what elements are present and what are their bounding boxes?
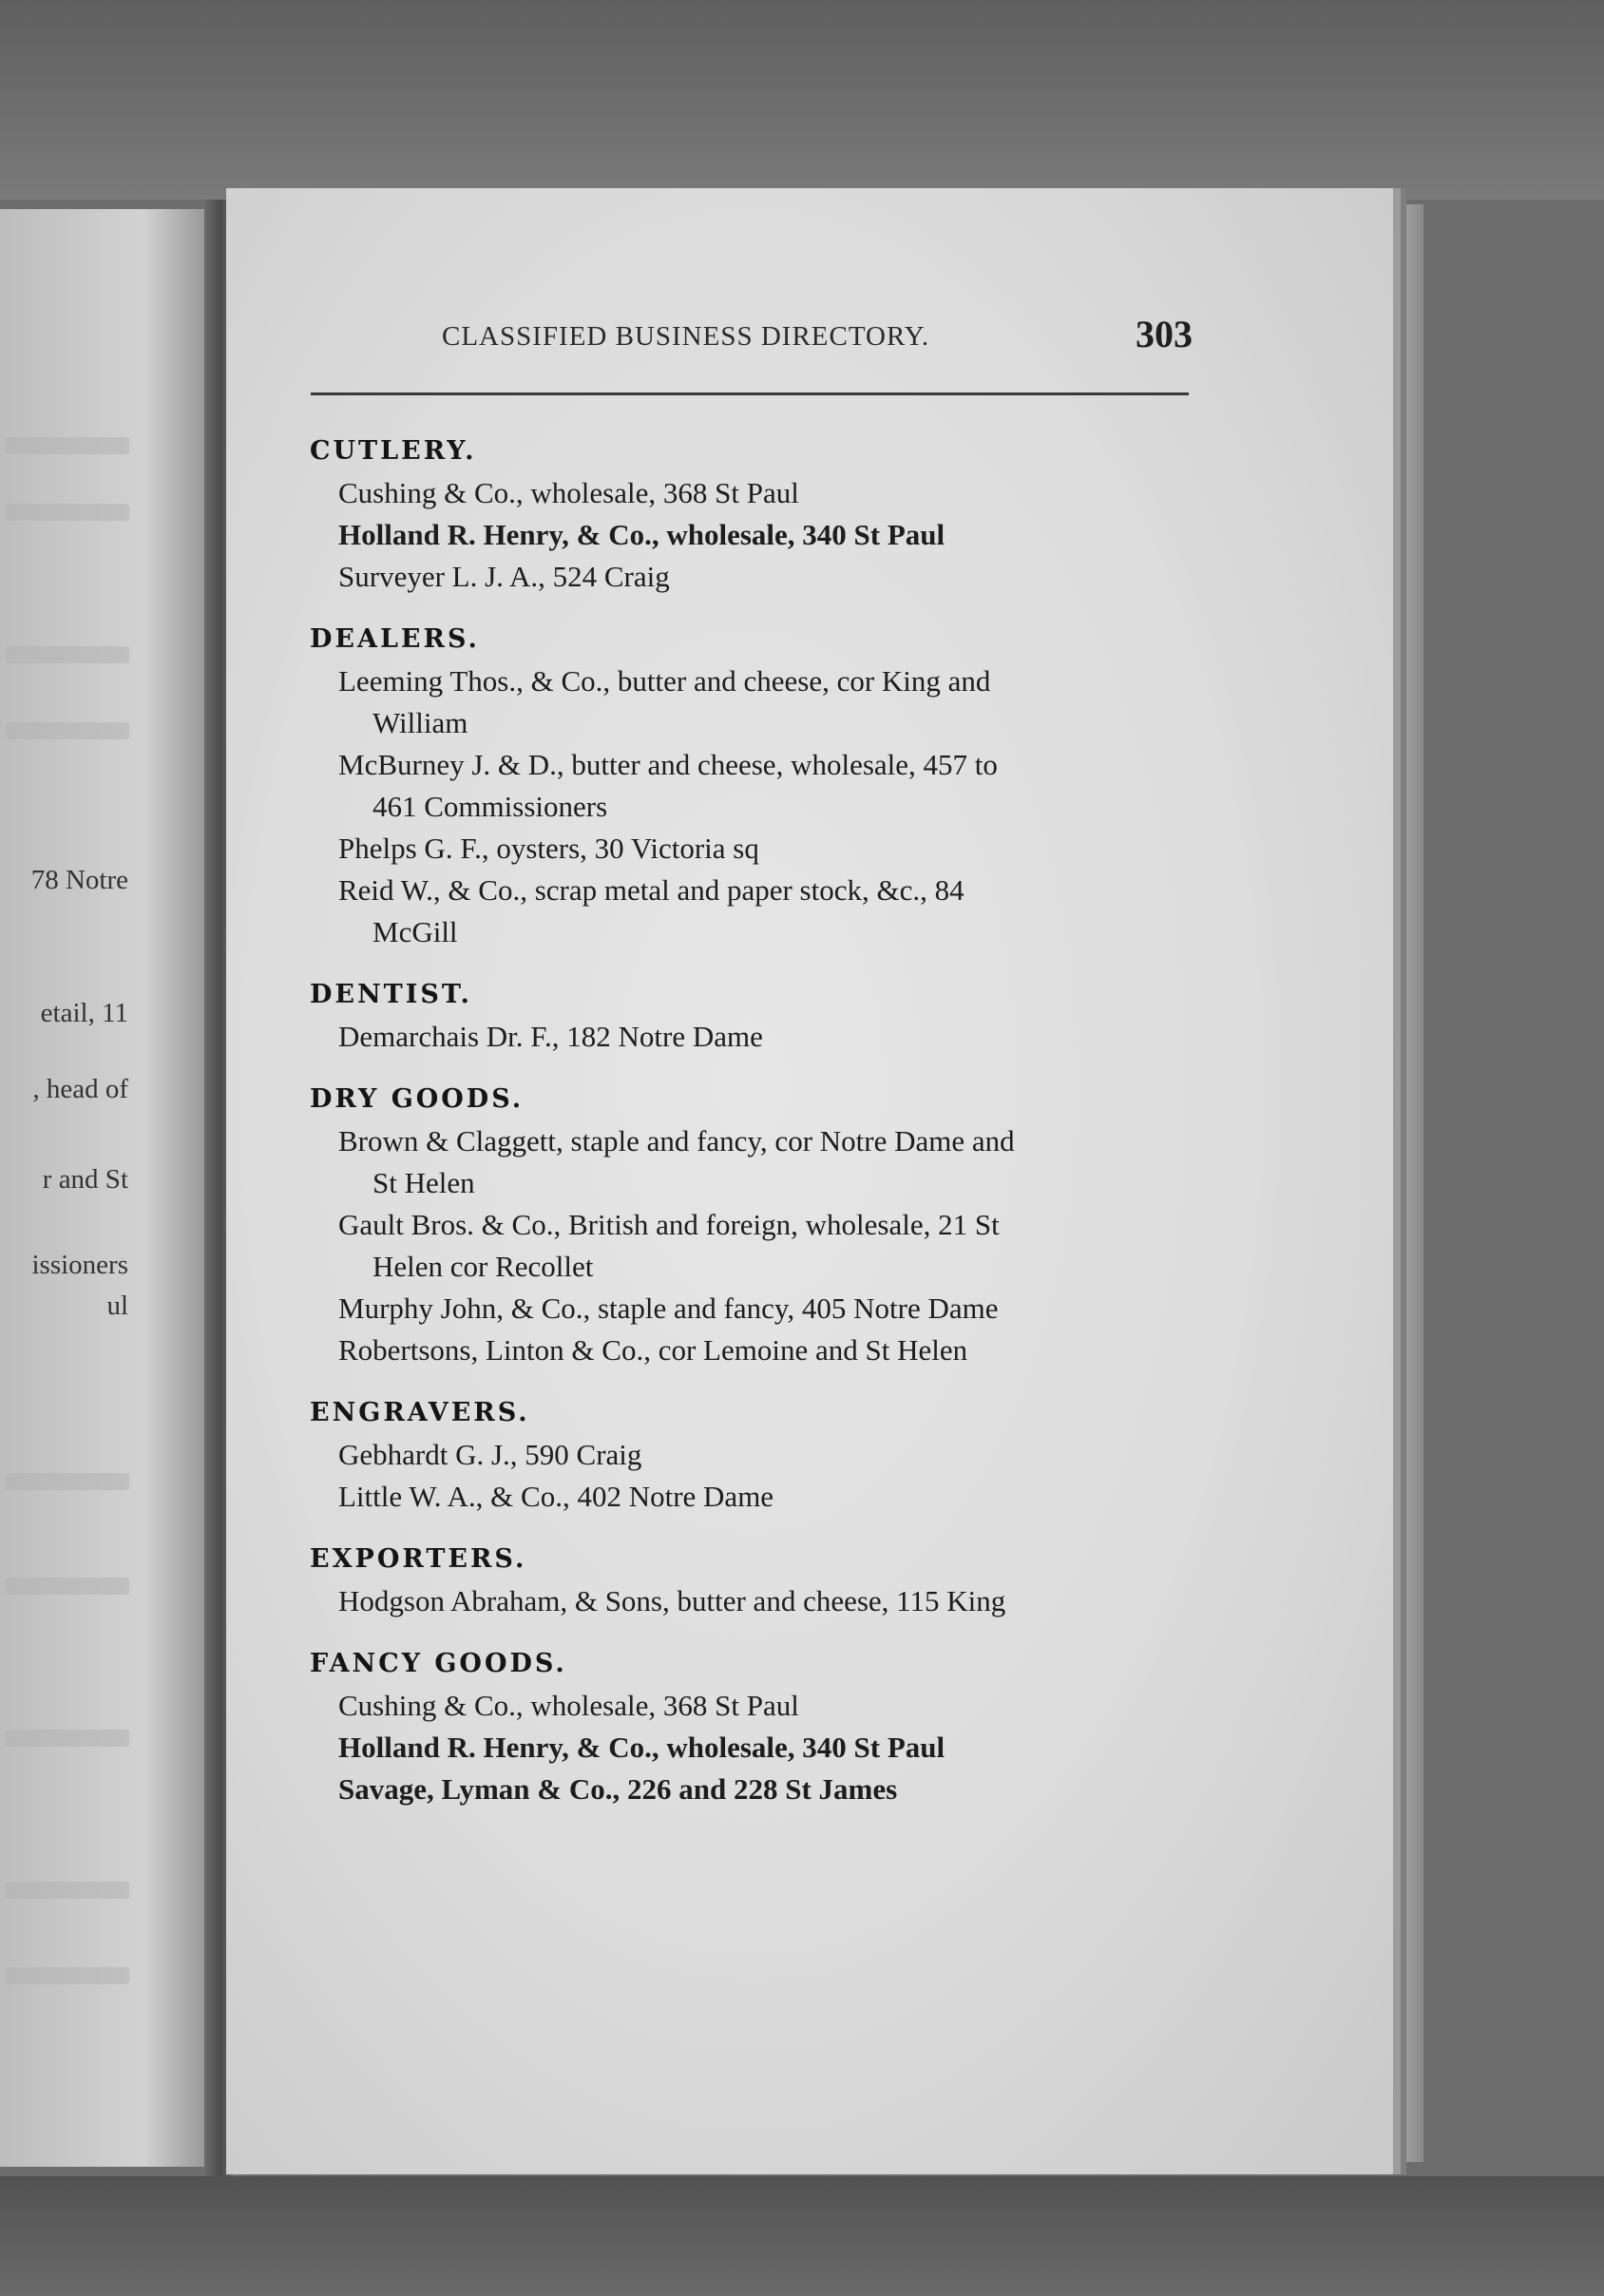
section-dealers: [310, 619, 1198, 953]
faded-text: [6, 1882, 129, 1899]
section-fancy-goods: [310, 1643, 1198, 1810]
entry-line: Cushing & Co., wholesale, 368 St Paul: [338, 476, 799, 509]
entry-line: Robertsons, Linton & Co., cor Lemoine and St Helen: [338, 1333, 968, 1367]
entry-line: Holland R. Henry, & Co., wholesale, 340 St Paul: [338, 1731, 945, 1764]
entry-line: Surveyer L. J. A., 524 Craig: [338, 560, 670, 593]
facing-page-edge: [0, 209, 204, 2167]
entry-continuation: Helen cor Recollet: [372, 1250, 594, 1283]
facing-page-fragment: , head of: [32, 1074, 128, 1104]
directory-entry: [310, 1204, 1198, 1288]
section-dry-goods: [310, 1079, 1198, 1371]
section-heading: DRY GOODS.: [310, 1084, 525, 1114]
directory-entry: [310, 1476, 1198, 1518]
directory-entry: [310, 1769, 1198, 1810]
directory-entry: [310, 1016, 1198, 1058]
section-dentist: [310, 974, 1198, 1058]
entry-line: Hodgson Abraham, & Sons, butter and cheese, 115 King: [338, 1584, 1006, 1617]
directory-entry: [310, 1580, 1198, 1622]
section-heading: CUTLERY.: [310, 436, 477, 466]
section-engravers: [310, 1392, 1198, 1518]
directory-entry: [310, 1120, 1198, 1204]
facing-page-fragment: ul: [106, 1291, 128, 1321]
directory-entry: [310, 556, 1198, 598]
entry-line: Reid W., & Co., scrap metal and paper stock, &c., 84: [338, 873, 964, 907]
faded-text: [6, 1578, 129, 1595]
entry-continuation: 461 Commissioners: [372, 790, 608, 823]
faded-text: [6, 646, 129, 663]
facing-page-fragment: r and St: [42, 1164, 128, 1195]
entry-line: McBurney J. & D., butter and cheese, wholesale, 457 to: [338, 748, 998, 781]
entry-line: Gebhardt G. J., 590 Craig: [338, 1438, 642, 1471]
faded-text: [6, 722, 129, 739]
entry-line: Leeming Thos., & Co., butter and cheese, cor King and: [338, 664, 991, 698]
entry-line: Brown & Claggett, staple and fancy, cor Notre Dame and: [338, 1124, 1015, 1158]
entry-line: Murphy John, & Co., staple and fancy, 405 Notre Dame: [338, 1292, 999, 1325]
section-exporters: [310, 1539, 1198, 1622]
directory-entry: [310, 744, 1198, 828]
directory-entry: [310, 1727, 1198, 1769]
scan-backdrop: [0, 0, 1604, 200]
running-title: CLASSIFIED BUSINESS DIRECTORY.: [442, 321, 930, 352]
entry-continuation: St Helen: [372, 1166, 475, 1199]
directory-entry: [310, 1434, 1198, 1476]
section-heading: ENGRAVERS.: [310, 1398, 530, 1427]
directory-entry: [310, 1288, 1198, 1330]
section-heading: DEALERS.: [310, 624, 480, 654]
page-number: 303: [1136, 313, 1193, 355]
section-cutlery: [310, 430, 1198, 598]
header-rule: [311, 392, 1189, 395]
facing-page-fragment: issioners: [31, 1250, 128, 1280]
scan-backdrop-bottom: [0, 2176, 1604, 2296]
directory-entry: [310, 828, 1198, 870]
entry-line: Holland R. Henry, & Co., wholesale, 340 St Paul: [338, 518, 945, 551]
entry-line: Cushing & Co., wholesale, 368 St Paul: [338, 1689, 799, 1722]
facing-page-fragment: 78 Notre: [30, 865, 128, 895]
directory-listing: [310, 430, 1198, 1831]
entry-line: Demarchais Dr. F., 182 Notre Dame: [338, 1020, 763, 1053]
faded-text: [6, 437, 129, 454]
directory-entry: [310, 514, 1198, 556]
faded-text: [6, 1730, 129, 1747]
faded-text: [6, 504, 129, 521]
page-stack-edge: [1393, 204, 1423, 2162]
section-heading: FANCY GOODS.: [310, 1649, 567, 1678]
faded-text: [6, 1473, 129, 1490]
section-heading: EXPORTERS.: [310, 1544, 527, 1574]
entry-line: Little W. A., & Co., 402 Notre Dame: [338, 1480, 774, 1513]
facing-page-fragment: etail, 11: [40, 998, 128, 1028]
directory-entry: [310, 472, 1198, 514]
directory-entry: [310, 1330, 1198, 1371]
directory-entry: [310, 660, 1198, 744]
directory-entry: [310, 870, 1198, 953]
section-heading: DENTIST.: [310, 980, 472, 1009]
page-header: [442, 313, 1193, 378]
entry-continuation: William: [372, 706, 468, 739]
entry-continuation: McGill: [372, 915, 458, 948]
entry-line: Savage, Lyman & Co., 226 and 228 St James: [338, 1772, 898, 1806]
entry-line: Gault Bros. & Co., British and foreign, wholesale, 21 St: [338, 1208, 1000, 1241]
faded-text: [6, 1967, 129, 1984]
directory-entry: [310, 1685, 1198, 1727]
entry-line: Phelps G. F., oysters, 30 Victoria sq: [338, 832, 759, 865]
